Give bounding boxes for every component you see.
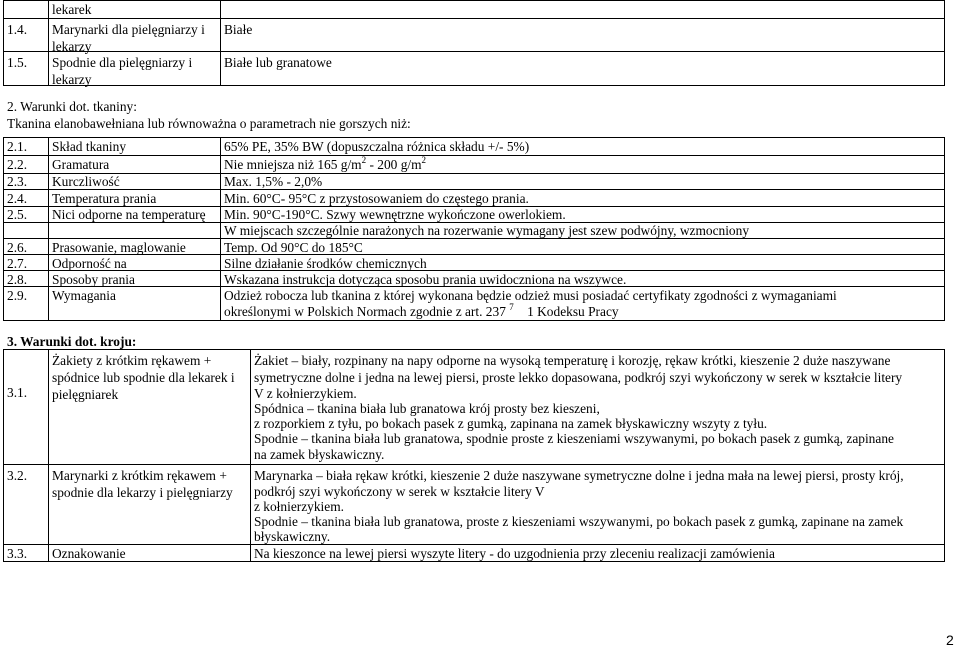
table-cell-name: Gramatura [52, 157, 110, 172]
table-cell-value-line: Żakiet – biały, rozpinany na napy odporne na wysoką temperaturę i korozję, rękaw krótki, kieszenie 2 duże naszywane [254, 353, 891, 368]
table-cell-value-line: Marynarka – biała rękaw krótki, kieszenie 2 duże naszywane symetryczne dolne i jedna mała na lewej piersi, prosty krój, [254, 468, 904, 483]
table-cell-value: Wskazana instrukcja dotycząca sposobu prania uwidoczniona na wszywce. [224, 272, 627, 287]
table-cell-num: 2.3. [7, 174, 28, 189]
table-cell-num: 2.5. [7, 207, 28, 222]
table-cell-name: Oznakowanie [52, 546, 126, 561]
table-cell-name: Nici odporne na temperaturę [52, 207, 206, 222]
table-cell-name: Odporność na [52, 256, 127, 271]
table-cell-name: Marynarki dla pielęgniarzy i lekarzy [52, 22, 205, 54]
table-cell-value-line: Spodnie – tkanina biała lub granatowa, proste z kieszeniami wszywanymi, po bokach pasek z gumką, zapinane na zamek [254, 514, 904, 529]
table-cell-value-line: z rozporkiem z tyłu, po bokach pasek z gumką, zapinana na zamek błyskawiczny wszyty z tyłu. [254, 416, 768, 431]
table-border [3, 0, 4, 86]
table-cell-num: 2.2. [7, 157, 28, 172]
table-cell-value: Na kieszonce na lewej piersi wyszyte litery - do uzgodnienia przy zleceniu realizacji zamówienia [254, 546, 775, 561]
table-cell-num: 2.4. [7, 191, 28, 206]
table-cell-value-line: Spódnica – tkanina biała lub granatowa krój prosty bez kieszeni, [254, 401, 600, 416]
table-cell-num: 1.5. [7, 55, 28, 70]
table-cell-value-line: podkrój szyi wykończony w serek w kształcie litery V [254, 484, 545, 499]
table-border [220, 0, 221, 86]
table-cell-value: Nie mniejsza niż 165 $g/m^2 - 200$ $g/m^2$ [224, 154, 427, 172]
table-cell-value: Białe [224, 22, 253, 37]
table-cell-value: Silne działanie środków chemicznych [224, 256, 427, 271]
table-cell-num: 2.7. [7, 256, 28, 271]
table-cell-num: 3.1. [7, 385, 28, 400]
table-cell-value-line: symetryczne dolne i jedna na lewej piersi, proste lekko dopasowana, podkrój szyi wykończony w serek w kształcie litery [254, 370, 903, 385]
table-border [944, 0, 945, 86]
table-cell-name: Kurczliwość [52, 174, 120, 189]
table-cell-name: Temperatura prania [52, 191, 157, 206]
table-cell-name: lekarek [52, 2, 92, 17]
table-cell-value: 65% PE, 35% BW (dopuszczalna różnica składu +/- 5%) [224, 139, 530, 154]
section-intro: Tkanina elanobawełniana lub równoważna o parametrach nie gorszych niż: [7, 116, 411, 131]
table-cell-value: Odzież robocza lub tkanina z której wykonana będzie odzież musi posiadać certyfikaty zgodności z wymaganiami [224, 288, 837, 303]
page-number: 2 [946, 632, 954, 648]
table-cell-value: W miejscach szczególnie narażonych na rozerwanie wymagany jest szew podwójny, wzmocniony [224, 223, 750, 238]
table-cell-name: Prasowanie, maglowanie [52, 240, 186, 255]
table-cell-name: Skład tkaniny [52, 139, 127, 154]
table-cell-value-line: na zamek błyskawiczny. [254, 447, 385, 462]
table-cell-name: Marynarki z krótkim rękawem + spodnie dla lekarzy i pielęgniarzy [52, 468, 233, 500]
table-cell-name: Spodnie dla pielęgniarzy i lekarzy [52, 55, 193, 87]
table-cell-num: 2.1. [7, 139, 28, 154]
table-cell-num: 2.6. [7, 240, 28, 255]
table-cell-value-line: z kołnierzykiem. [254, 499, 344, 514]
table-border [3, 0, 944, 1]
section-heading: 2. Warunki dot. tkaniny: [7, 99, 137, 114]
table-cell-name: Wymagania [52, 288, 116, 303]
table-border [3, 18, 944, 19]
table-cell-value: Min. 90°C-190°C. Szwy wewnętrzne wykończone owerlokiem. [224, 207, 566, 222]
table-cell-name: Żakiety z krótkim rękawem + spódnice lub spodnie dla lekarek i pielęgniarek [52, 353, 235, 402]
table-cell-num: 3.2. [7, 468, 28, 483]
table-cell-num: 1.4. [7, 22, 28, 37]
table-cell-name: Sposoby prania [52, 272, 135, 287]
table-cell-value-line: Spodnie – tkanina biała lub granatowa, spodnie proste z kieszeniami wszywanymi, po bokach pasek z gumką, zapinane [254, 431, 894, 446]
table-cell-value: Temp. Od 90°C do 185°C [224, 240, 363, 255]
table-cell-num: 3.3. [7, 546, 28, 561]
table-cell-value: Min. 60°C- 95°C z przystosowaniem do częstego prania. [224, 191, 529, 206]
table-cell-num: 2.9. [7, 288, 28, 303]
table-cell-value: określonymi w Polskich Normach zgodnie z art. 237 $^7$ 1 Kodeksu Pracy [224, 301, 619, 319]
table-border [48, 0, 49, 86]
table-cell-value: Max. 1,5% - 2,0% [224, 174, 323, 189]
table-cell-num: 2.8. [7, 272, 28, 287]
table-cell-value-line: błyskawiczny. [254, 529, 331, 544]
section-heading: 3. Warunki dot. kroju: [7, 334, 137, 349]
table-cell-value: Białe lub granatowe [224, 55, 332, 70]
table-cell-value-line: V z kołnierzykiem. [254, 386, 357, 401]
